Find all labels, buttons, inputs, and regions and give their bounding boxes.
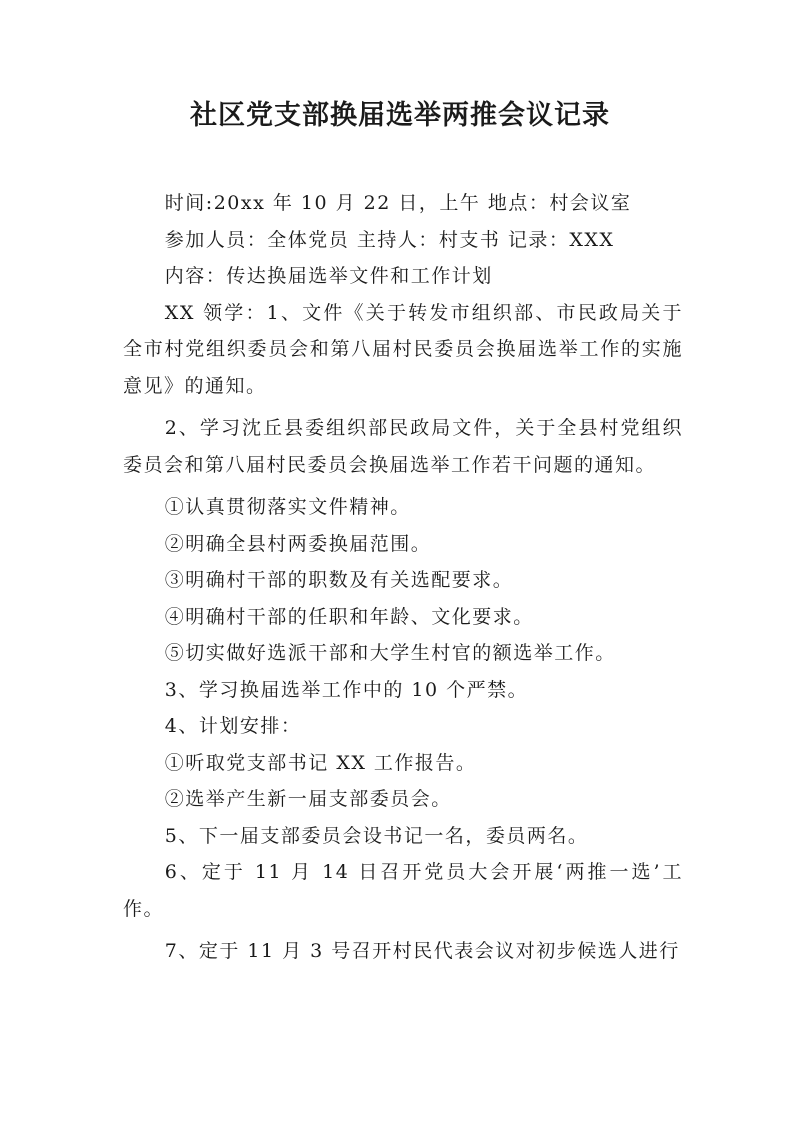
paragraph-item-6: 6、定于 11 月 14 日召开党员大会开展‘两推一选’工作。 xyxy=(123,861,683,920)
plan-item-1: ①听取党支部书记 XX 工作报告。 xyxy=(164,751,477,774)
paragraph-item-3: 3、学习换届选举工作中的 10 个严禁。 xyxy=(164,678,529,701)
paragraph-item-4: 4、计划安排： xyxy=(164,715,302,737)
sub-item-2: ②明确全县村两委换届范围。 xyxy=(164,532,432,555)
paragraph-item-7: 7、定于 11 月 3 号召开村民代表会议对初步候选人进行 xyxy=(164,940,680,962)
sub-item-5: ⑤切实做好选派干部和大学生村官的额选举工作。 xyxy=(164,642,616,664)
meeting-content: 内容：传达换届选举文件和工作计划 xyxy=(164,265,493,287)
document-title: 社区党支部换届选举两推会议记录 xyxy=(190,100,610,131)
paragraph-item-5: 5、下一届支部委员会设书记一名，委员两名。 xyxy=(164,824,589,847)
sub-item-3: ③明确村干部的职数及有关选配要求。 xyxy=(164,569,514,591)
meeting-time-location: 时间:20xx 年 10 月 22 日，上午 地点：村会议室 xyxy=(164,192,632,214)
document-body xyxy=(123,185,683,970)
paragraph-item-1: XX 领学：1、文件《关于转发市组织部、市民政局关于全市村党组织委员会和第八届村民委员会换届选举工作的实施意见》的通知。 xyxy=(123,301,683,397)
sub-item-4: ④明确村干部的任职和年龄、文化要求。 xyxy=(164,605,534,628)
plan-item-2: ②选举产生新一届支部委员会。 xyxy=(164,788,452,810)
paragraph-item-2: 2、学习沈丘县委组织部民政局文件，关于全县村党组织委员会和第八届村民委员会换届选举工作若干问题的通知。 xyxy=(123,417,683,476)
meeting-attendees: 参加人员：全体党员 主持人：村支书 记录：XXX xyxy=(164,228,615,251)
sub-item-1: ①认真贯彻落实文件精神。 xyxy=(164,496,411,518)
